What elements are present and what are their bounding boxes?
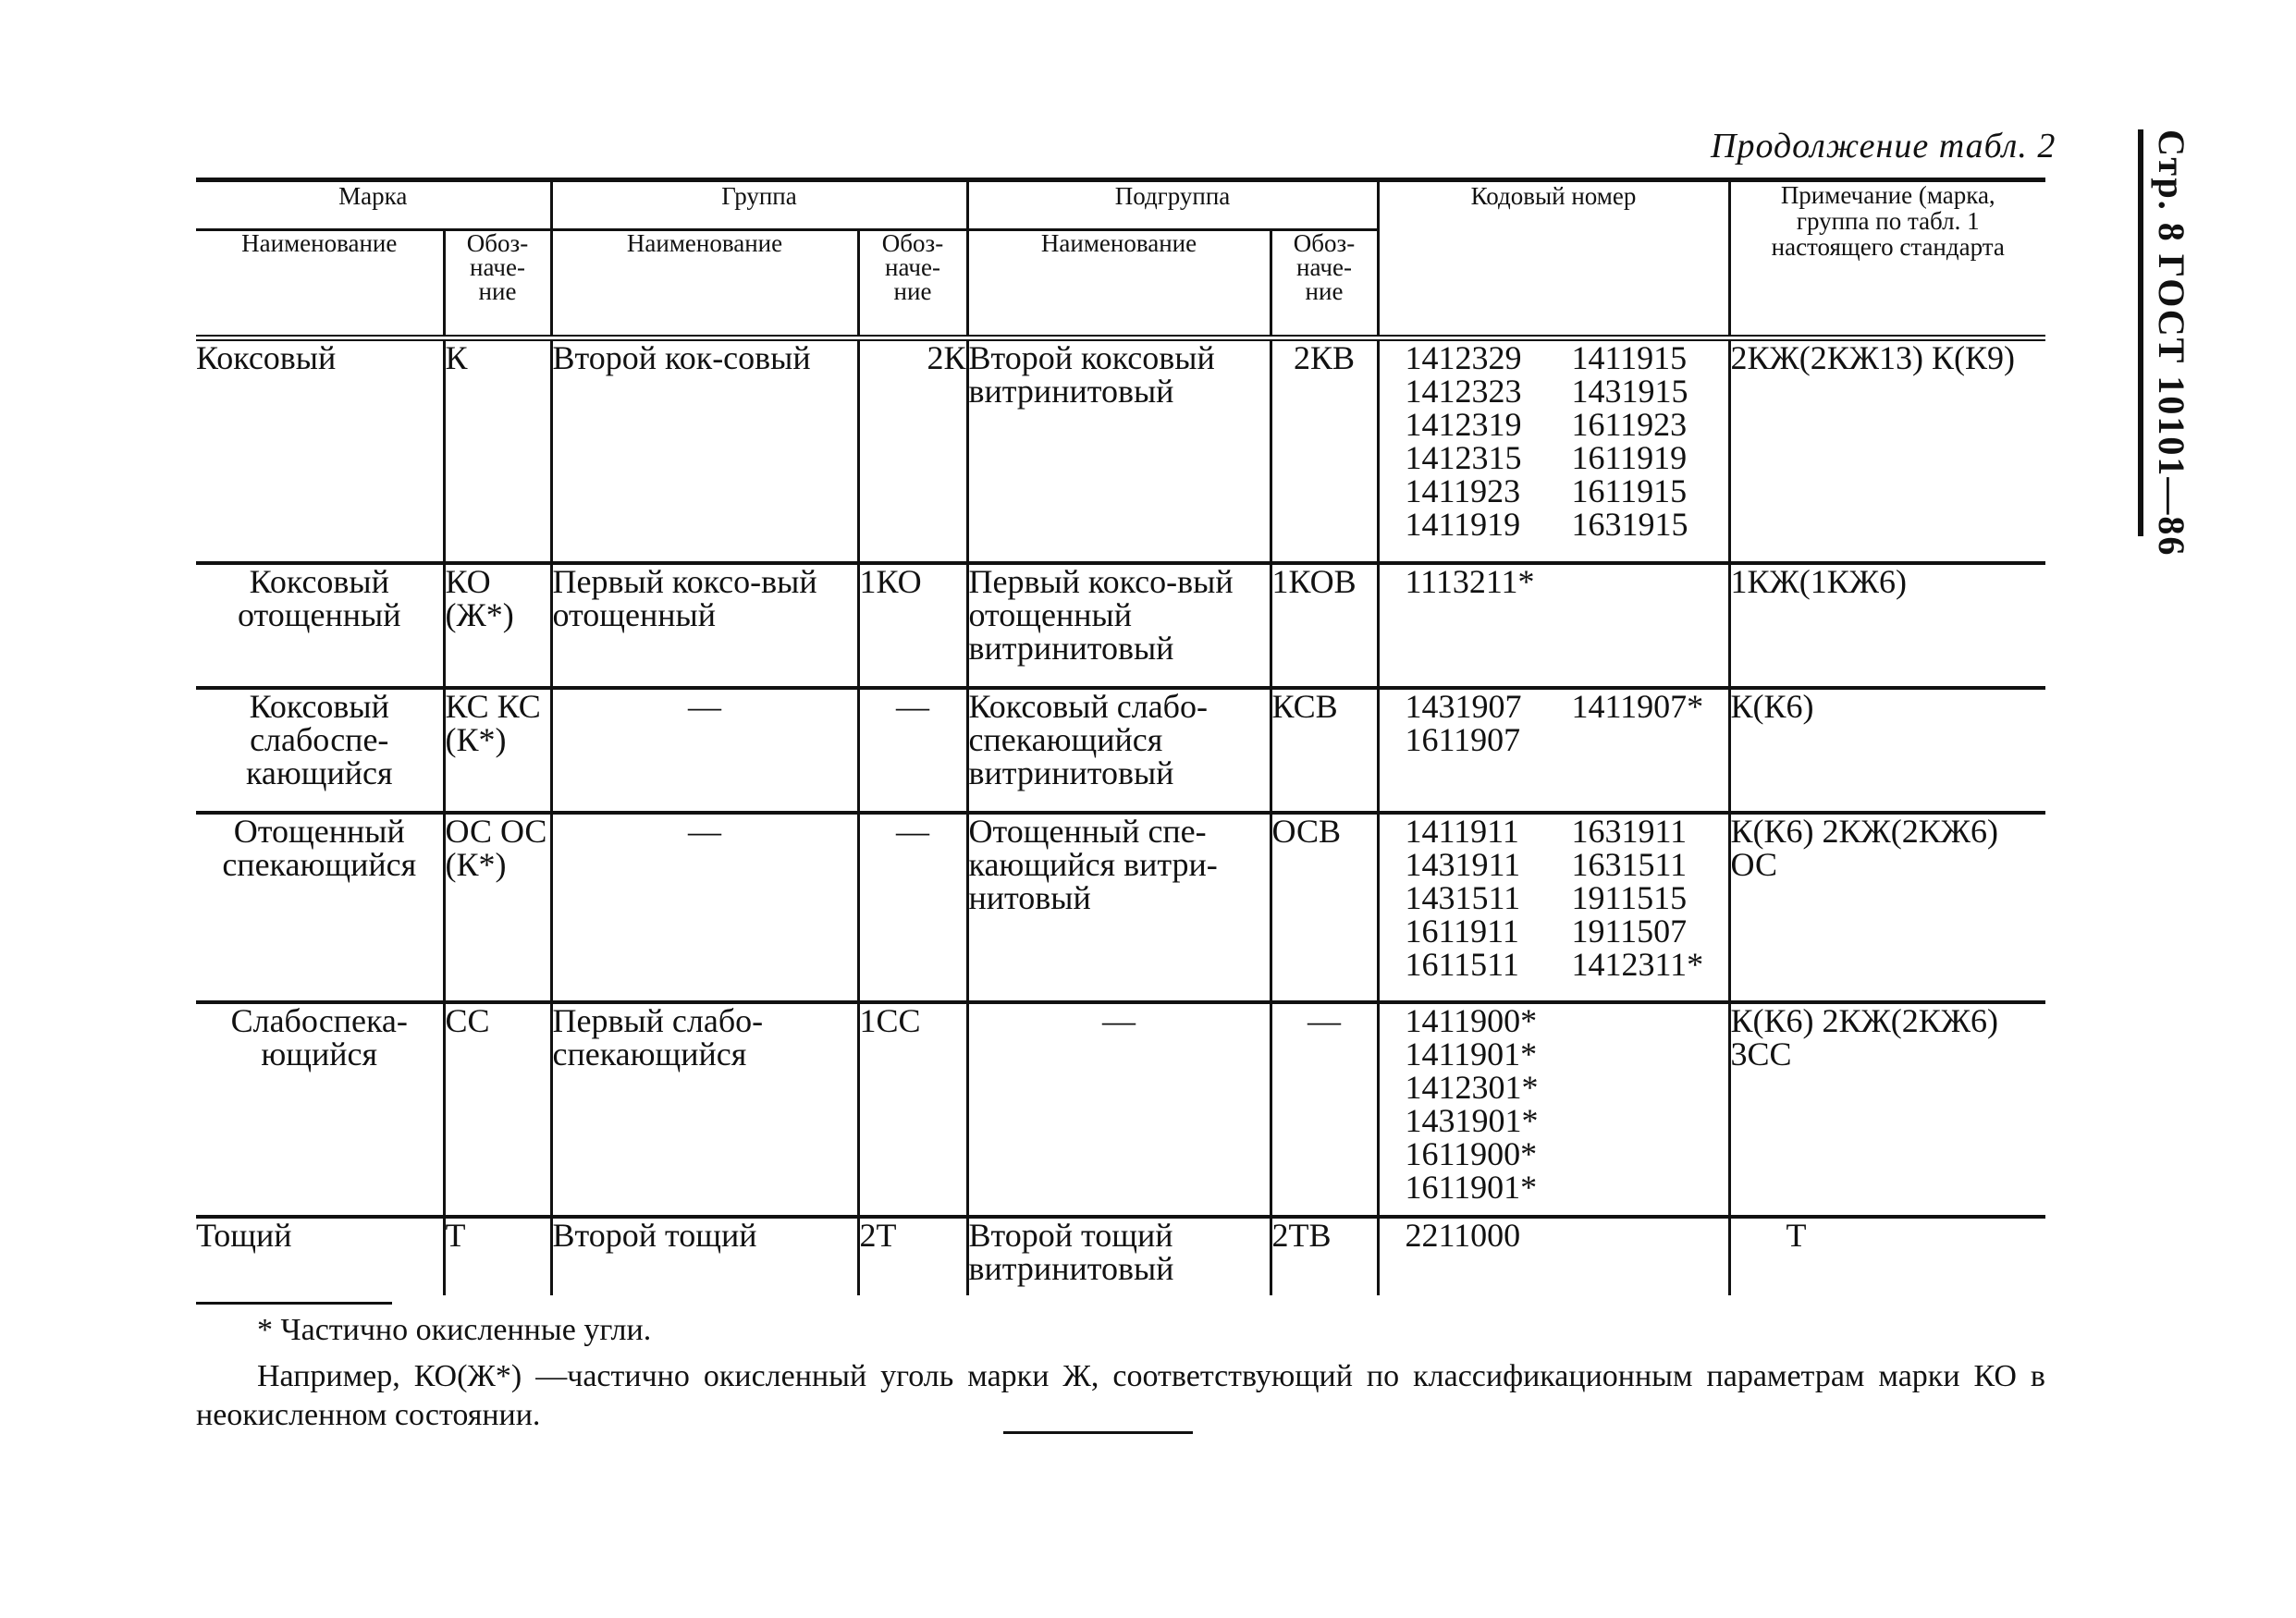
note: 1КЖ(1КЖ6)	[1729, 563, 2045, 688]
code-number: 1412319	[1405, 406, 1522, 443]
header-mark: Марка	[196, 180, 551, 230]
code-number: 1412315	[1405, 439, 1522, 476]
code-numbers	[1378, 813, 1729, 1002]
mark-designation: КО (Ж*)	[444, 563, 551, 688]
code-number: 1911507	[1571, 912, 1688, 950]
code-number: 1411915	[1571, 339, 1688, 376]
code-number: 1412323	[1405, 373, 1522, 410]
code-number: 1611900*	[1405, 1134, 1538, 1172]
code-numbers	[1378, 1217, 1729, 1295]
code-number: 1631915	[1571, 506, 1688, 543]
example-paragraph: Например, КО(Ж*) —частично окисленный уголь марки Ж, соответствующий по классификационным параметрам марки КО в неокисленном состоянии.	[196, 1359, 2045, 1432]
group-name: Второй тощий	[551, 1217, 858, 1295]
group-designation: 2К	[858, 338, 967, 563]
table-row	[196, 813, 2045, 1002]
subgroup-name: Отощенный спе-кающийся витри-нитовый	[967, 813, 1271, 1002]
subgroup-name: —	[967, 1002, 1271, 1217]
code-number: 1412311*	[1571, 945, 1704, 983]
subgroup-designation: 1КОВ	[1271, 563, 1378, 688]
code-numbers	[1378, 1002, 1729, 1217]
code-number: 1431911	[1405, 845, 1521, 883]
code-number: 1431907	[1405, 687, 1522, 725]
mark-designation: СС	[444, 1002, 551, 1217]
code-number: 1431901*	[1405, 1101, 1539, 1139]
note: К(К6) 2КЖ(2КЖ6) 3СС	[1729, 1002, 2045, 1217]
footnote-rule	[196, 1302, 392, 1305]
code-number: 1412301*	[1405, 1068, 1539, 1106]
group-name: Первый коксо-вый отощенный	[551, 563, 858, 688]
group-name: Первый слабо-спекающийся	[551, 1002, 858, 1217]
mark-name: Тощий	[196, 1217, 444, 1295]
code-number: 1611911	[1405, 912, 1519, 950]
header-mark-name: Наименование	[196, 230, 444, 338]
code-number: 1611907	[1405, 720, 1521, 758]
table-caption: Продолжение табл. 2	[1711, 127, 2057, 165]
header-group: Группа	[551, 180, 967, 230]
note: К(К6)	[1729, 688, 2045, 813]
code-number: 1412329	[1405, 339, 1522, 376]
header-code: Кодовый номер	[1378, 180, 1729, 338]
table-row	[196, 1002, 2045, 1217]
note: Т	[1729, 1217, 2045, 1295]
mark-name: Коксовый	[196, 338, 444, 563]
code-numbers	[1378, 563, 1729, 688]
group-name: —	[551, 688, 858, 813]
group-designation: 1СС	[858, 1002, 967, 1217]
subgroup-designation: 2ТВ	[1271, 1217, 1378, 1295]
table-row	[196, 1217, 2045, 1295]
note: 2КЖ(2КЖ13) К(К9)	[1730, 339, 2016, 376]
group-designation: —	[858, 813, 967, 1002]
code-number: 1611901*	[1405, 1168, 1538, 1206]
subgroup-name: Второй коксовый витринитовый	[967, 338, 1271, 563]
mark-designation: КС КС (К*)	[444, 688, 551, 813]
code-number: 1113211*	[1405, 562, 1535, 600]
subgroup-name: Второй тощий витринитовый	[967, 1217, 1271, 1295]
mark-name: Отощенный спекающийся	[196, 813, 444, 1002]
group-designation: 2Т	[858, 1217, 967, 1295]
code-number: 1611915	[1571, 472, 1688, 509]
code-number: 1411900*	[1405, 1001, 1538, 1039]
code-number: 1411919	[1405, 506, 1521, 543]
page-standard-label: Стр. 8 ГОСТ 10101—86	[2151, 129, 2192, 558]
code-number: 1411923	[1405, 472, 1521, 509]
header-mark-designation: Обоз-наче-ние	[444, 230, 551, 338]
code-number: 1411907*	[1571, 687, 1704, 725]
code-numbers	[1378, 338, 1729, 563]
group-name: Второй кок-совый	[551, 338, 858, 563]
subgroup-designation: КСВ	[1271, 688, 1378, 813]
group-designation: 1КО	[858, 563, 967, 688]
code-number: 1431915	[1571, 373, 1688, 410]
note: К(К6) 2КЖ(2КЖ6) ОС	[1729, 813, 2045, 1002]
code-number: 1611511	[1405, 945, 1519, 983]
footnote: * Частично окисленные угли.	[257, 1313, 652, 1347]
coal-classification-table	[196, 178, 2045, 1295]
code-number: 1611923	[1571, 406, 1688, 443]
code-number: 1911515	[1571, 878, 1688, 916]
subgroup-name: Первый коксо-вый отощенный витринитовый	[967, 563, 1271, 688]
table-row	[196, 688, 2045, 813]
mark-name: Слабоспека-ющийся	[196, 1002, 444, 1217]
mark-designation: Т	[444, 1217, 551, 1295]
code-number: 1431511	[1405, 878, 1521, 916]
header-group-designation: Обоз-наче-ние	[858, 230, 967, 338]
group-designation: —	[858, 688, 967, 813]
header-subgroup-name: Наименование	[967, 230, 1271, 338]
subgroup-designation: —	[1271, 1002, 1378, 1217]
code-number: 1631511	[1571, 845, 1688, 883]
mark-designation: К	[444, 338, 551, 563]
header-note: Примечание (марка, группа по табл. 1 настоящего стандарта	[1729, 180, 2045, 338]
subgroup-designation: 2КВ	[1271, 338, 1378, 563]
side-page-header	[2143, 129, 2193, 558]
code-number: 1611919	[1571, 439, 1688, 476]
code-number: 1631911	[1571, 812, 1688, 850]
mark-name: Коксовый слабоспе-кающийся	[196, 688, 444, 813]
code-number: 1411901*	[1405, 1035, 1538, 1073]
subgroup-designation: ОСВ	[1271, 813, 1378, 1002]
code-numbers	[1378, 688, 1729, 813]
code-number: 1411911	[1405, 812, 1519, 850]
mark-designation: ОС ОС (К*)	[444, 813, 551, 1002]
header-group-name: Наименование	[551, 230, 858, 338]
code-number: 2211000	[1405, 1216, 1521, 1254]
subgroup-name: Коксовый слабо-спекающийся витринитовый	[967, 688, 1271, 813]
header-subgroup-designation: Обоз-наче-ние	[1271, 230, 1378, 338]
group-name: —	[551, 813, 858, 1002]
table-row	[196, 338, 2045, 563]
header-subgroup: Подгруппа	[967, 180, 1378, 230]
table-row	[196, 563, 2045, 688]
mark-name: Коксовый отощенный	[196, 563, 444, 688]
end-rule	[1003, 1431, 1193, 1434]
